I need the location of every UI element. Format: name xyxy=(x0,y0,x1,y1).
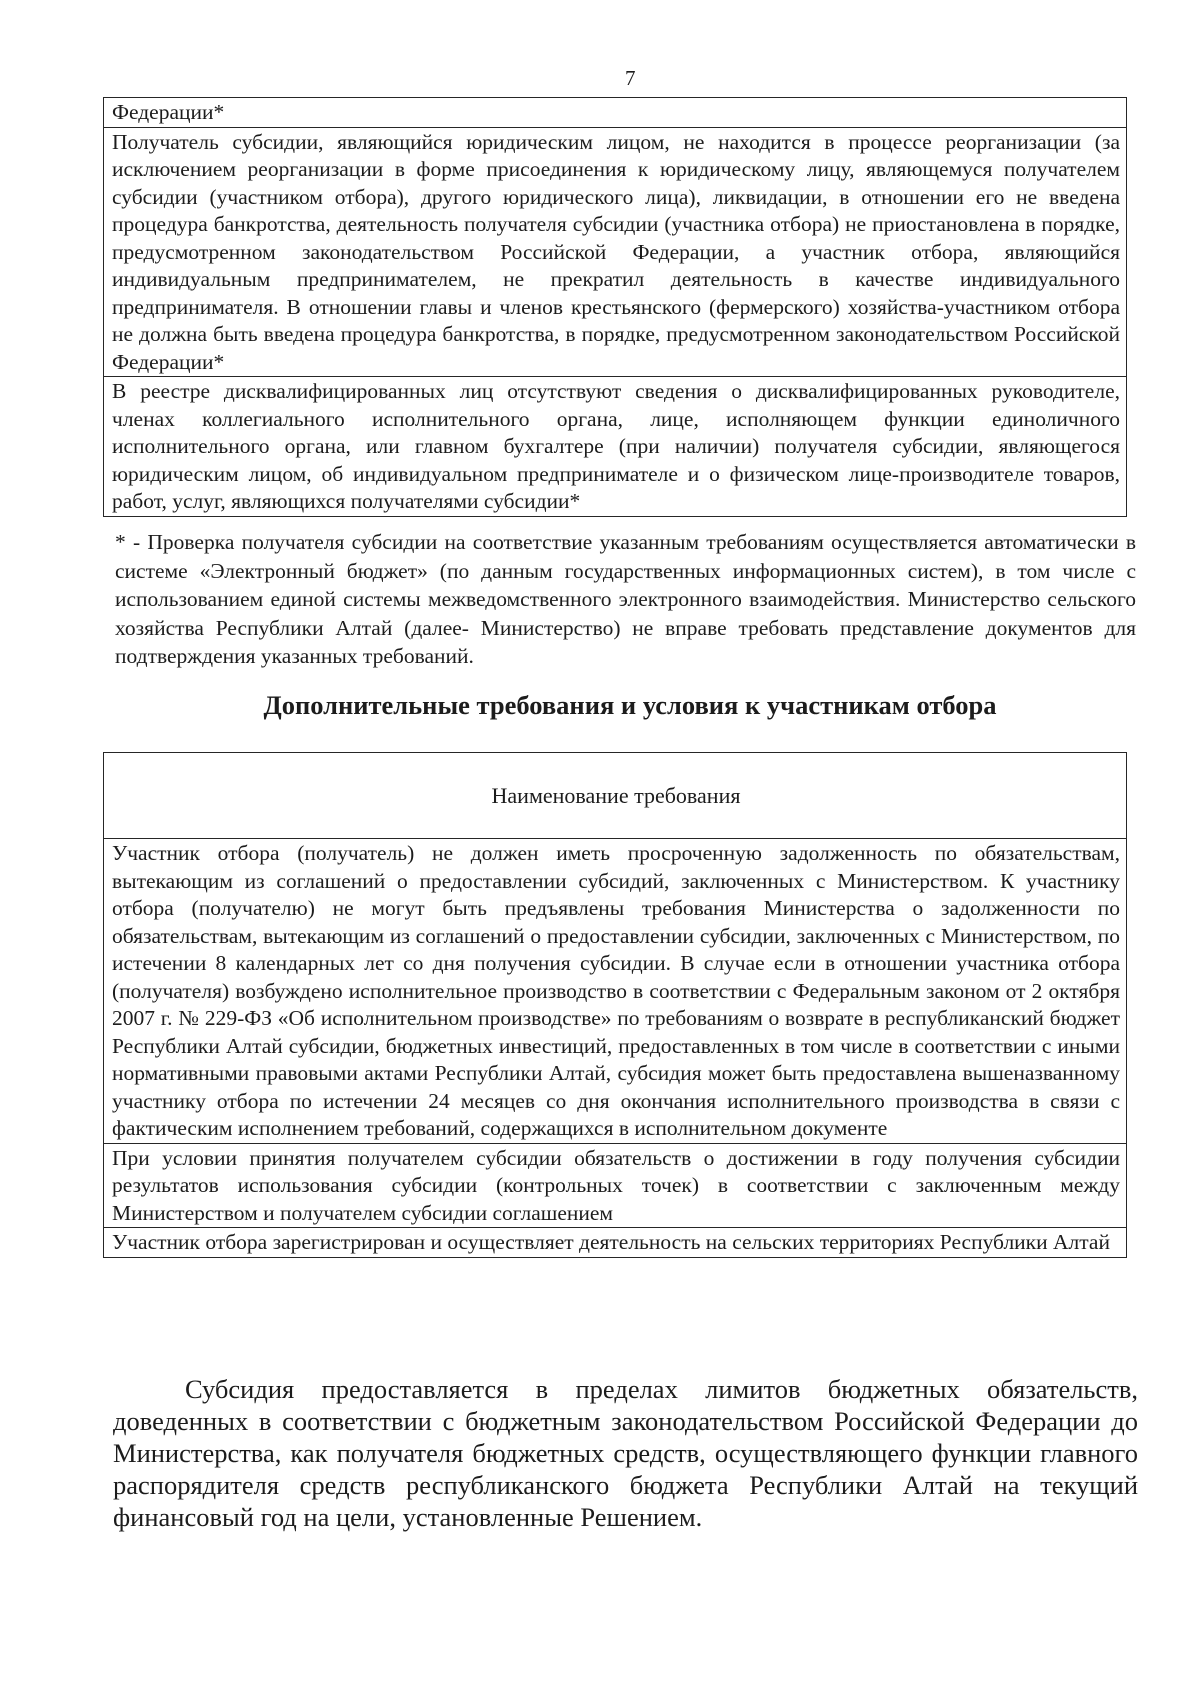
table-row xyxy=(104,1228,1127,1258)
additional-requirements-table xyxy=(103,752,1127,1258)
table-header-row xyxy=(104,753,1127,839)
table-header-cell: Наименование требования xyxy=(104,753,1127,839)
table-row xyxy=(104,127,1127,377)
table-cell: Участник отбора зарегистрирован и осуществляет деятельность на сельских территориях Республики Алтай xyxy=(104,1228,1127,1258)
table-cell: В реестре дисквалифицированных лиц отсутствуют сведения о дисквалифицированных руководителе, членах коллегиального исполнительного органа, лице, исполняющем функции единоличного исполнительного органа, или главном бухгалтере (при наличии) получателя субсидии, являющегося юридическим лицом, об индивидуальном предпринимателе и о физическом лице-производителе товаров, работ, услуг, являющихся получателями субсидии* xyxy=(104,377,1127,517)
closing-paragraph: Субсидия предоставляется в пределах лимитов бюджетных обязательств, доведенных в соответствии с бюджетным законодательством Российской Федерации до Министерства, как получателя бюджетных средств, осуществляющего функции главного распорядителя средств республиканского бюджета Республики Алтай на текущий финансовый год на цели, установленные Решением. xyxy=(113,1374,1138,1532)
table-cell: Федерации* xyxy=(104,98,1127,128)
page-number: 7 xyxy=(625,66,636,90)
table-row xyxy=(104,839,1127,1144)
requirements-table-continued xyxy=(103,97,1127,517)
table-cell: Получатель субсидии, являющийся юридическим лицом, не находится в процессе реорганизации (за исключением реорганизации в форме присоединения к юридическому лицу, являющемуся получателем субсидии (участником отбора), другого юридического лица), ликвидации, в отношении его не введена процедура банкротства, деятельность получателя субсидии (участника отбора) не приостановлена в порядке, предусмотренном законодательством Российской Федерации, а участник отбора, являющийся индивидуальным предпринимателем, не прекратил деятельность в качестве индивидуального предпринимателя. В отношении главы и членов крестьянского (фермерского) хозяйства-участником отбора не должна быть введена процедура банкротства, в порядке, предусмотренном законодательством Российской Федерации* xyxy=(104,127,1127,377)
table-row xyxy=(104,377,1127,517)
table-row xyxy=(104,98,1127,128)
table-cell: При условии принятия получателем субсидии обязательств о достижении в году получения субсидии результатов использования субсидии (контрольных точек) в соответствии с заключенным между Министерством и получателем субсидии соглашением xyxy=(104,1143,1127,1228)
section-title: Дополнительные требования и условия к участникам отбора xyxy=(263,690,997,720)
table-cell: Участник отбора (получатель) не должен иметь просроченную задолженность по обязательствам, вытекающим из соглашений о предоставлении субсидий, заключенных с Министерством. К участнику отбора (получателю) не могут быть предъявлены требования Министерства о задолженности по обязательствам, вытекающим из соглашений о предоставлении субсидии, заключенных с Министерством, по истечении 8 календарных лет со дня получения субсидии. В случае если в отношении участника отбора (получателя) возбуждено исполнительное производство в соответствии с Федеральным законом от 2 октября 2007 г. № 229-ФЗ «Об исполнительном производстве» по требованиям о возврате в республиканский бюджет Республики Алтай субсидии, бюджетных инвестиций, предоставленных в том числе в соответствии с иными нормативными правовыми актами Республики Алтай, субсидия может быть предоставлена вышеназванному участнику отбора по истечении 24 месяцев со дня окончания исполнительного производства в связи с фактическим исполнением требований, содержащихся в исполнительном документе xyxy=(104,839,1127,1144)
footnote: * - Проверка получателя субсидии на соответствие указанным требованиям осуществляется автоматически в системе «Электронный бюджет» (по данным государственных информационных систем), в том числе с использованием единой системы межведомственного электронного взаимодействия. Министерство сельского хозяйства Республики Алтай (далее- Министерство) не вправе требовать представление документов для подтверждения указанных требований. xyxy=(115,530,1136,668)
table-row xyxy=(104,1143,1127,1228)
